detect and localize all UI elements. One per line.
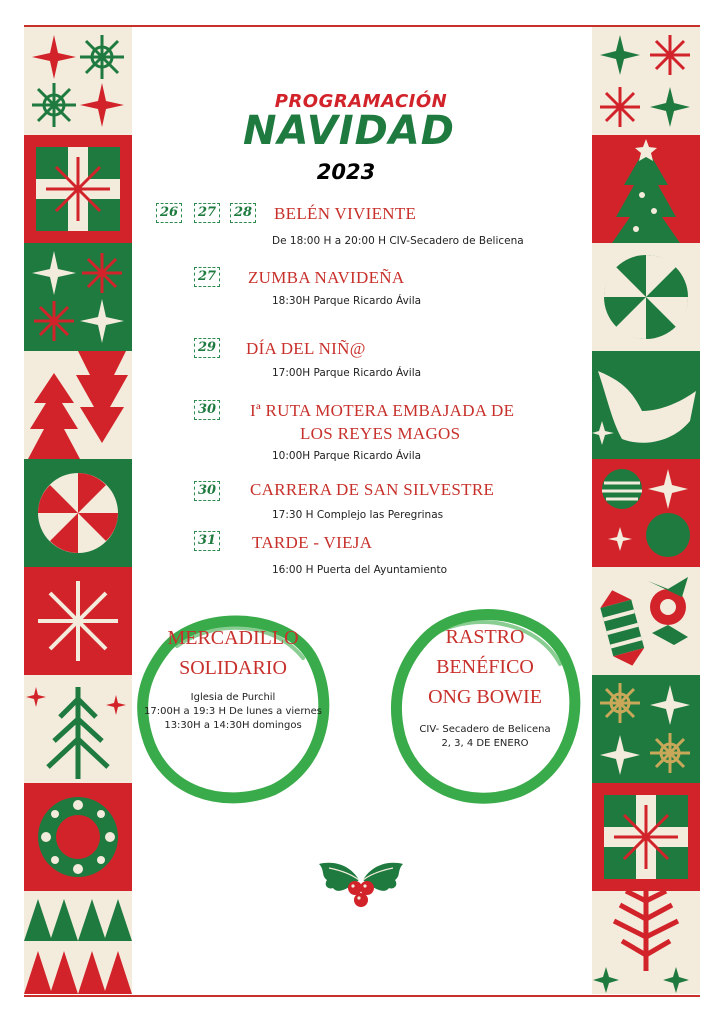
holly-icon	[315, 858, 407, 910]
gift-tile-icon	[592, 783, 700, 891]
mercadillo-detail-line1: Iglesia de Purchil	[190, 692, 276, 703]
event-title: TARDE - VIEJA	[252, 533, 373, 552]
ornaments-tile-icon	[592, 459, 700, 567]
event-detail: 16:00 H Puerta del Ayuntamiento	[272, 564, 448, 576]
stars-tile-icon	[592, 27, 700, 135]
rastro-title-line3: ONG BOWIE	[428, 686, 542, 708]
rastro-title-line2: BENÉFICO	[436, 656, 534, 678]
header-year: 2023	[316, 160, 376, 184]
event-title-line1: Iª RUTA MOTERA EMBAJADA DE	[250, 401, 515, 420]
event-date-badge: 26	[156, 203, 182, 223]
event-date-badge: 28	[230, 203, 256, 223]
event-date-badge: 31	[194, 531, 220, 551]
christmas-tree-tile-icon	[592, 135, 700, 243]
mercadillo-title-line1: MERCADILLO	[167, 627, 299, 649]
event-date-badge: 30	[194, 481, 220, 501]
event-date-badge: 27	[194, 203, 220, 223]
header-title: NAVIDAD	[243, 108, 455, 154]
mercadillo-detail-line3: 13:30H a 14:30H domingos	[164, 720, 302, 731]
wreath-tile-icon	[24, 783, 132, 891]
header-kicker: PROGRAMACIÓN	[274, 91, 448, 112]
event-title: BELÉN VIVIENTE	[274, 204, 417, 223]
event-detail: De 18:00 H a 20:00 H CIV-Secadero de Belicena	[272, 235, 524, 247]
event-detail: 17:00H Parque Ricardo Ávila	[272, 367, 422, 379]
event-date-badge: 27	[194, 267, 220, 287]
event-title: DÍA DEL NIÑ@	[246, 339, 366, 358]
mercadillo-detail-line2: 17:00H a 19:3 H De lunes a viernes	[144, 706, 322, 717]
green-tree-tile-icon	[24, 675, 132, 783]
event-detail: 17:30 H Complejo las Peregrinas	[272, 509, 444, 521]
rastro-detail-line1: CIV- Secadero de Belicena	[419, 724, 551, 735]
green-stars-tile-icon	[24, 243, 132, 351]
stars-snowflakes-tile-icon	[24, 27, 132, 135]
red-trees-tile-icon	[24, 351, 132, 459]
candy-tile-icon	[592, 567, 700, 675]
event-detail: 18:30H Parque Ricardo Ávila	[272, 295, 422, 307]
red-tree-tile-icon	[592, 891, 700, 999]
gift-tile-icon	[24, 135, 132, 243]
right-decorative-border	[592, 27, 700, 994]
triangle-trees-tile-icon	[24, 891, 132, 999]
candy-swirl-tile-icon	[24, 459, 132, 567]
rastro-detail-line2: 2, 3, 4 DE ENERO	[441, 738, 529, 749]
mercadillo-title-line2: SOLIDARIO	[179, 657, 287, 679]
event-date-badge: 29	[194, 338, 220, 358]
event-detail: 10:00H Parque Ricardo Ávila	[272, 450, 422, 462]
event-title-line2: LOS REYES MAGOS	[300, 424, 461, 443]
rastro-title-line1: RASTRO	[445, 626, 525, 648]
event-title: ZUMBA NAVIDEÑA	[248, 268, 405, 287]
dove-tile-icon	[592, 351, 700, 459]
left-decorative-border	[24, 27, 132, 994]
gold-snowflakes-tile-icon	[592, 675, 700, 783]
event-title: CARRERA DE SAN SILVESTRE	[250, 480, 495, 499]
pinwheel-tile-icon	[592, 243, 700, 351]
event-date-badge: 30	[194, 400, 220, 420]
red-snowflake-tile-icon	[24, 567, 132, 675]
